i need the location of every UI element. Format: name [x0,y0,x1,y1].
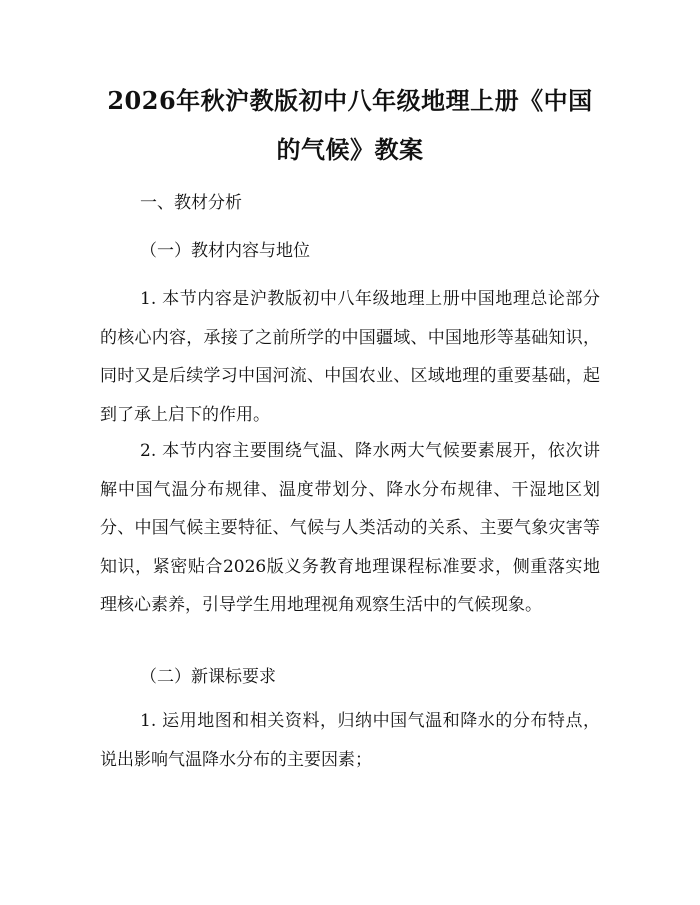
document-title-line-2: 的气候》教案 [276,135,424,164]
document-title-line-1: 2026年秋沪教版初中八年级地理上册《中国 [107,86,593,115]
paragraph-curriculum-requirement-1: 1. 运用地图和相关资料，归纳中国气温和降水的分布特点，说出影响气温降水分布的主要因素； [100,711,600,770]
subsection-heading-curriculum-requirements: （二）新课标要求 [140,667,276,687]
subsection-heading-content-and-status: （一）教材内容与地位 [140,241,310,261]
section-heading-textbook-analysis: 一、教材分析 [140,193,242,213]
paragraph-content-overview: 2. 本节内容主要围绕气温、降水两大气候要素展开，依次讲解中国气温分布规律、温度带划分、降水分布规律、干湿地区划分、中国气候主要特征、气候与人类活动的关系、主要气象灾害等知识，紧密贴合2026版义务教育地理课程标准要求，侧重落实地理核心素养，引导学生用地理视角观察生活中的气候现象。 [100,441,600,615]
paragraph-content-position: 1. 本节内容是沪教版初中八年级地理上册中国地理总论部分的核心内容，承接了之前所学的中国疆域、中国地形等基础知识，同时又是后续学习中国河流、中国农业、区域地理的重要基础，起到了承上启下的作用。 [100,289,600,425]
